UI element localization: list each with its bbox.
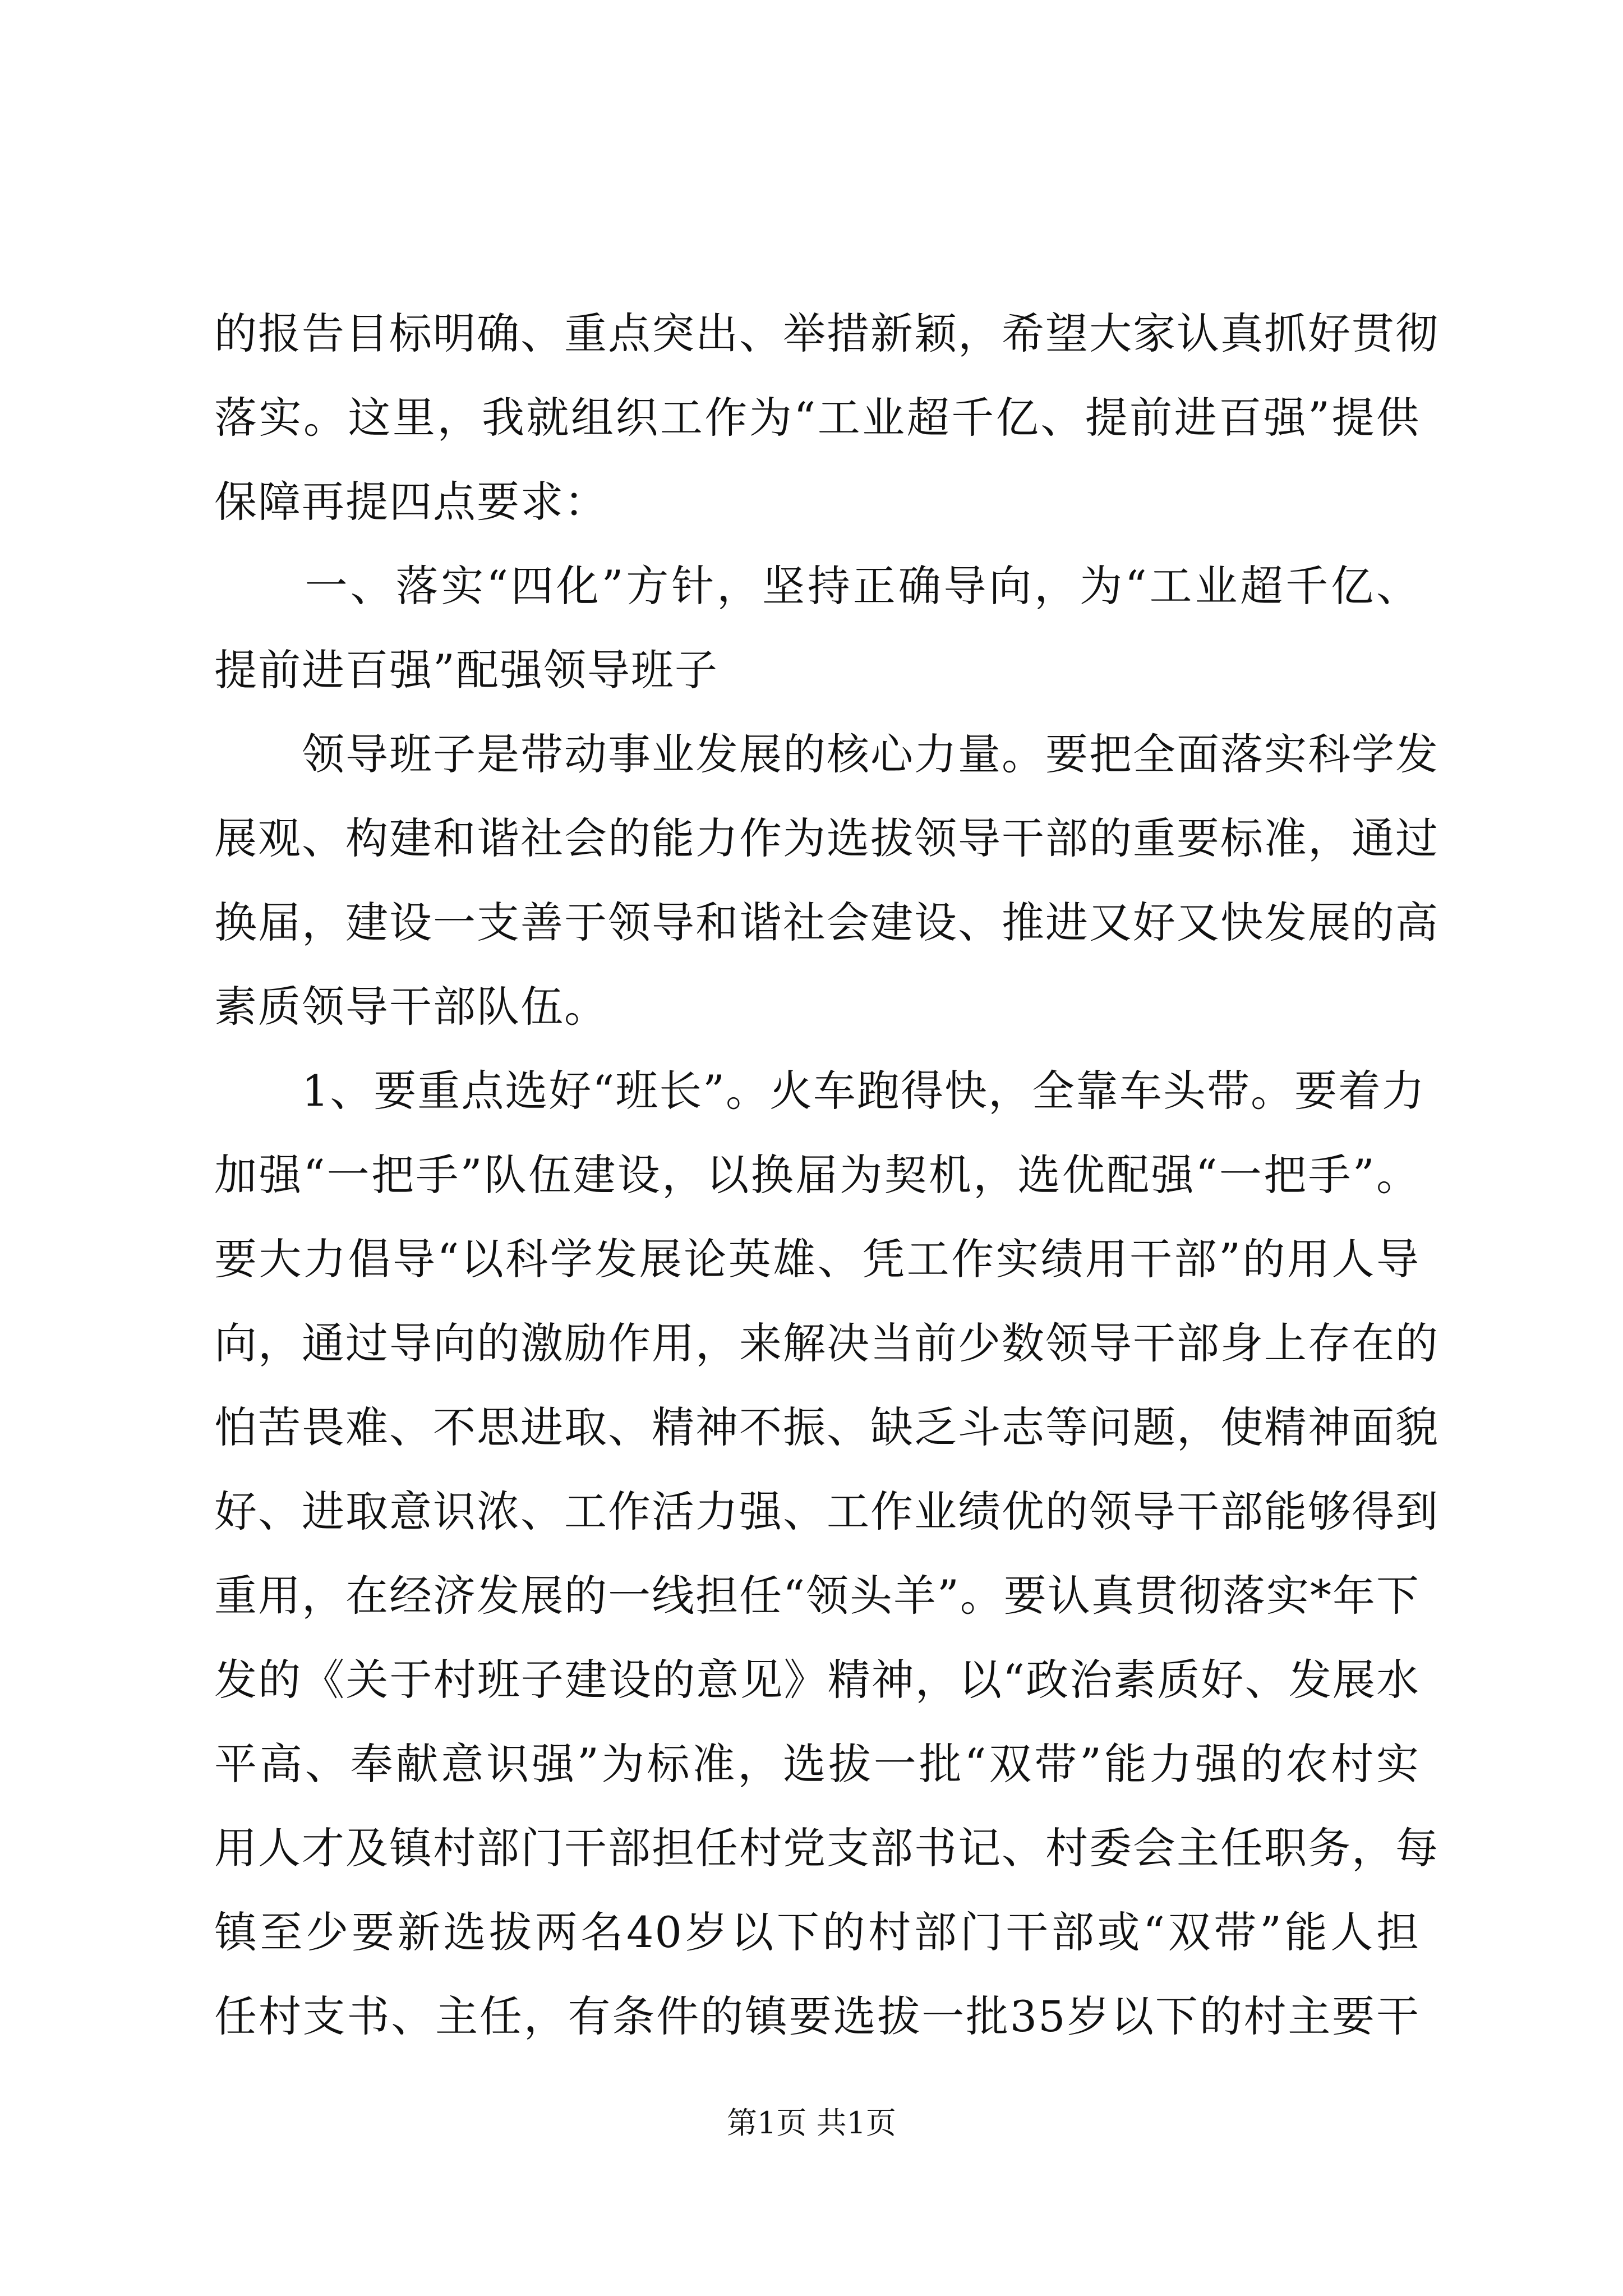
text-line: 平高、奉献意识强”为标准，选拔一批“双带”能力强的农村实 xyxy=(214,1739,1420,1789)
text-line: 镇至少要新选拔两名40岁以下的村部门干部或“双带”能人担 xyxy=(214,1907,1420,1957)
text-line: 换届，建设一支善于领导和谐社会建设、推进又好又快发展的高 xyxy=(214,898,1439,947)
text-line: 好、进取意识浓、工作活力强、工作业绩优的领导干部能够得到 xyxy=(214,1487,1439,1536)
text-line: 用人才及镇村部门干部担任村党支部书记、村委会主任职务，每 xyxy=(214,1823,1439,1873)
page-number-footer: 第1页 共1页 xyxy=(727,2105,896,2141)
text-line: 的报告目标明确、重点突出、举措新颖，希望大家认真抓好贯彻 xyxy=(214,309,1439,358)
text-line: 任村支书、主任，有条件的镇要选拔一批35岁以下的村主要干 xyxy=(214,1991,1420,2041)
text-line: 怕苦畏难、不思进取、精神不振、缺乏斗志等问题，使精神面貌 xyxy=(214,1402,1439,1452)
text-line: 重用，在经济发展的一线担任“领头羊”。要认真贯彻落实*年下 xyxy=(214,1571,1420,1621)
text-line: 加强“一把手”队伍建设，以换届为契机，选优配强“一把手”。 xyxy=(214,1150,1420,1200)
section-heading-line: 一、落实“四化”方针，坚持正确导向，为“工业超千亿、 xyxy=(214,561,1420,611)
text-line: 发的《关于村班子建设的意见》精神，以“政治素质好、发展水 xyxy=(214,1655,1420,1705)
text-line: 1、要重点选好“班长”。火车跑得快，全靠车头带。要着力 xyxy=(214,1066,1426,1116)
text-line: 要大力倡导“以科学发展论英雄、凭工作实绩用干部”的用人导 xyxy=(214,1234,1420,1284)
text-line: 领导班子是带动事业发展的核心力量。要把全面落实科学发 xyxy=(214,729,1439,779)
section-heading-line: 提前进百强”配强领导班子 xyxy=(214,645,718,695)
text-line: 落实。这里，我就组织工作为“工业超千亿、提前进百强”提供 xyxy=(214,393,1420,443)
text-line: 展观、构建和谐社会的能力作为选拔领导干部的重要标准，通过 xyxy=(214,813,1439,863)
text-line: 保障再提四点要求： xyxy=(214,477,608,527)
document-body xyxy=(214,292,1439,2059)
text-line: 向，通过导向的激励作用，来解决当前少数领导干部身上存在的 xyxy=(214,1318,1439,1368)
text-line: 素质领导干部队伍。 xyxy=(214,982,608,1032)
